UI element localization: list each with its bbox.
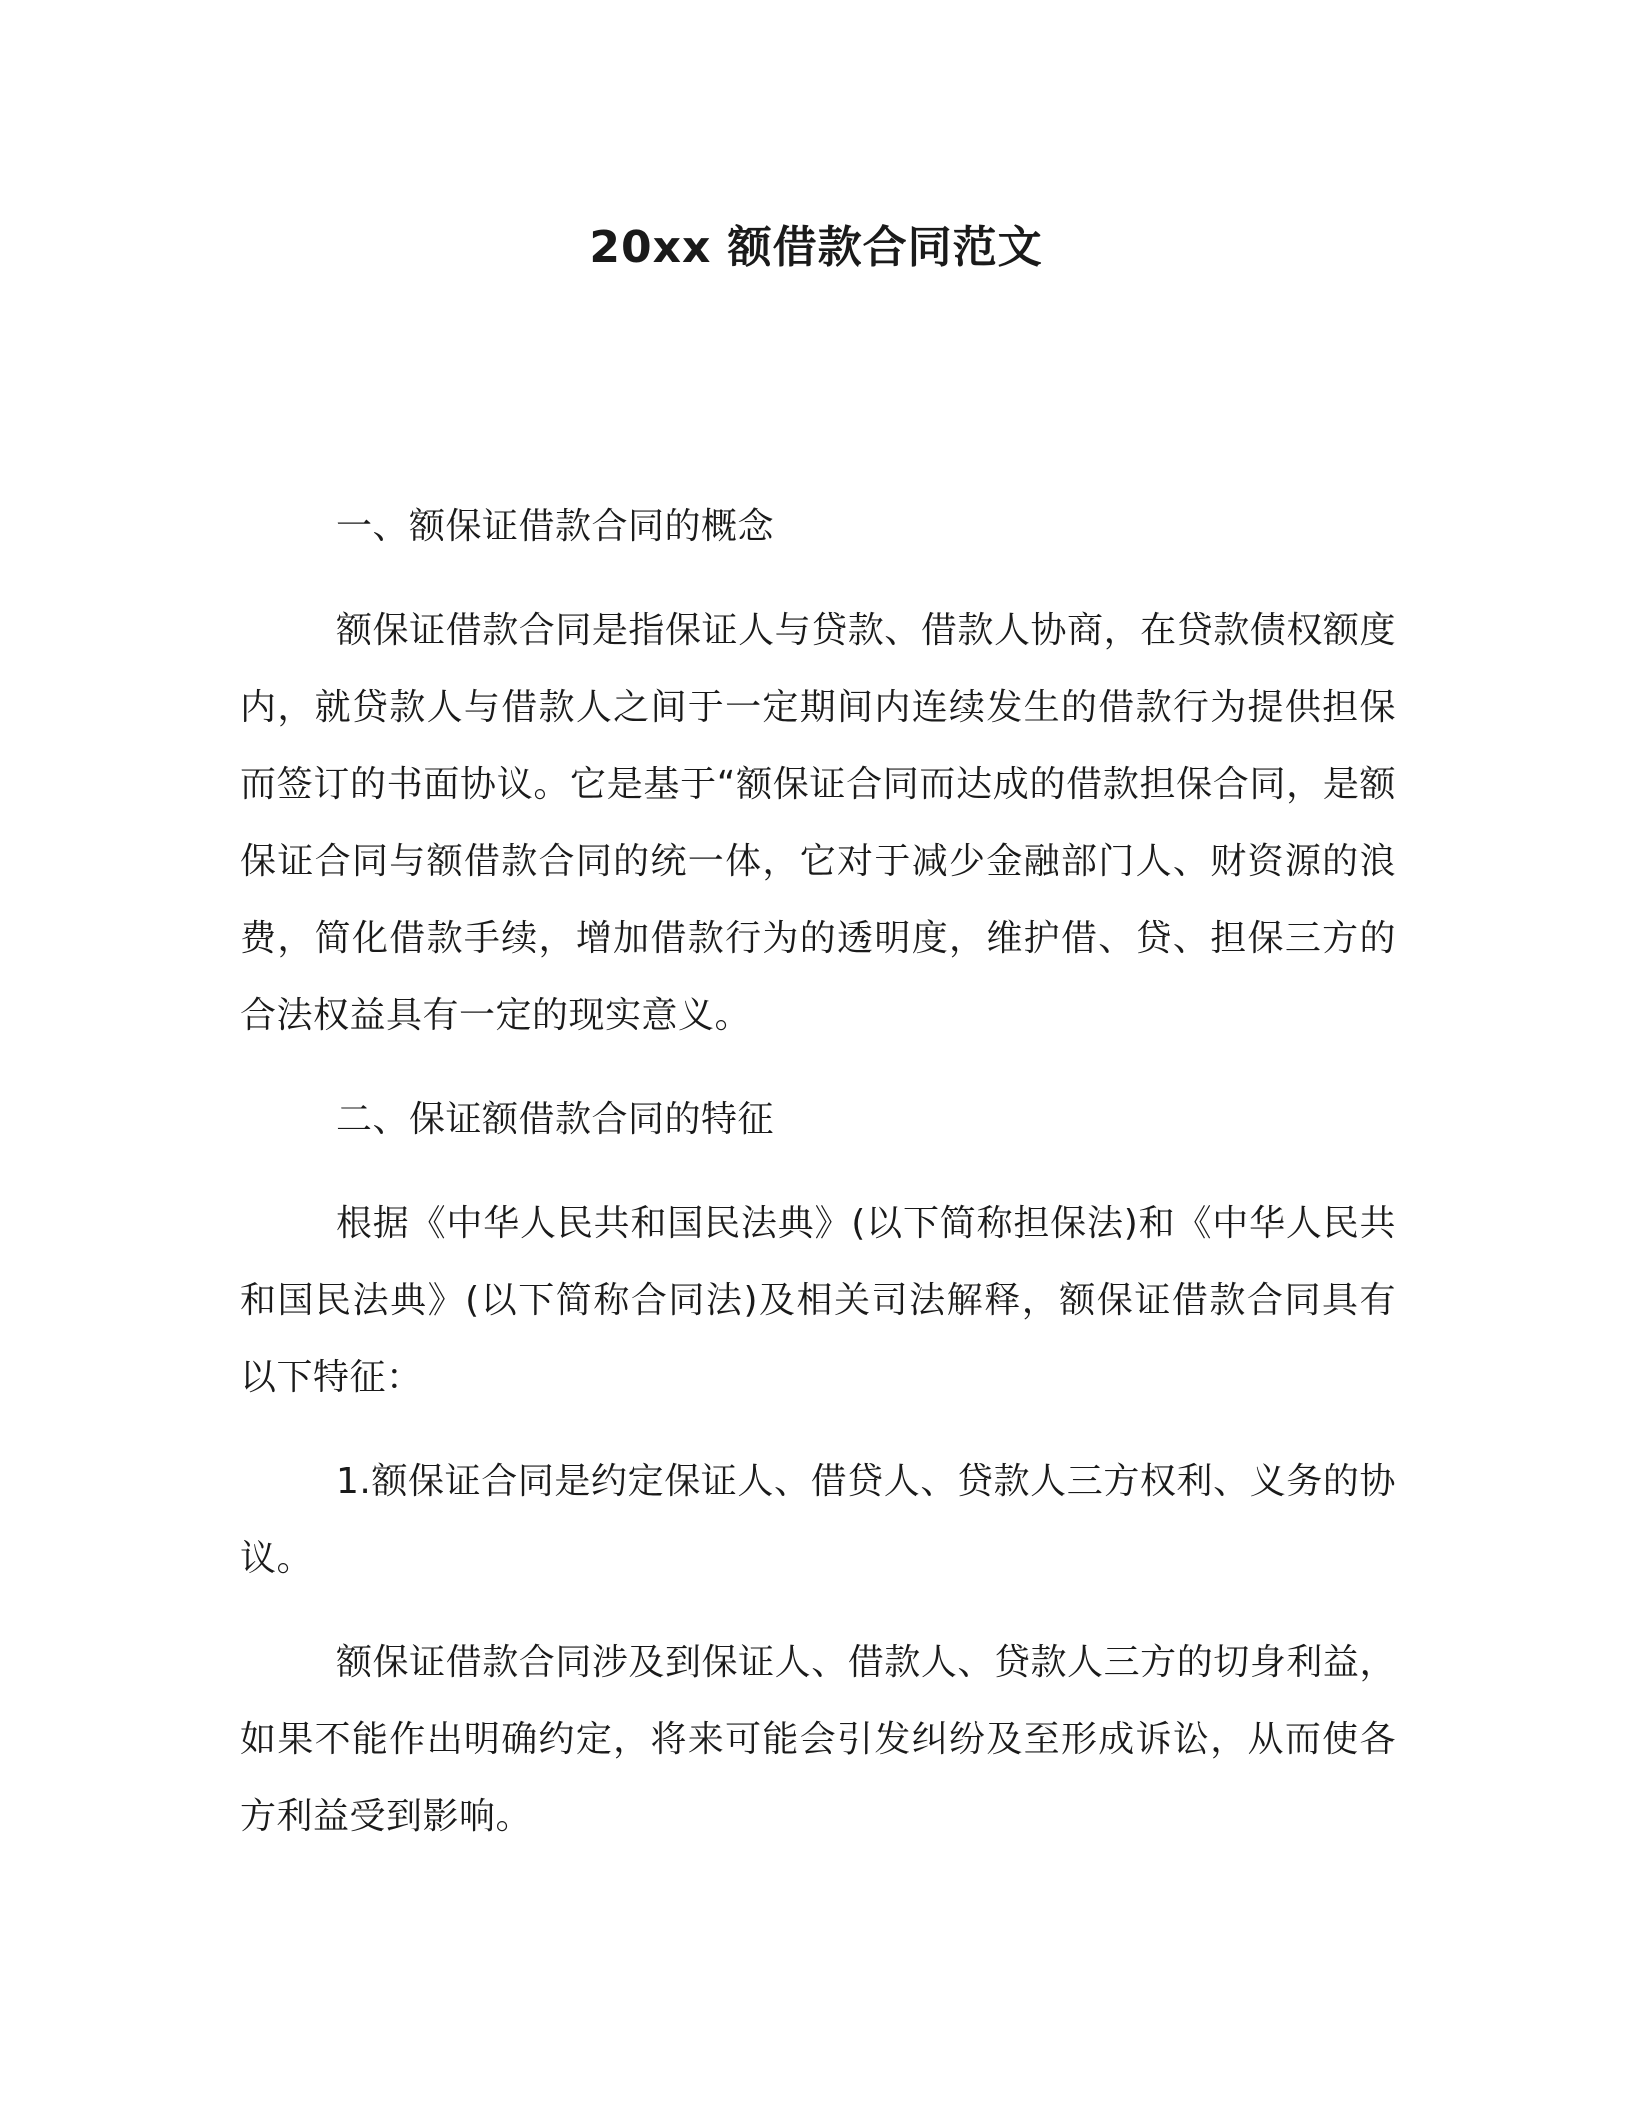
point-1-paragraph: 1.额保证合同是约定保证人、借贷人、贷款人三方权利、义务的协议。 <box>240 1461 1396 1579</box>
section-1-paragraph: 额保证借款合同是指保证人与贷款、借款人协商，在贷款债权额度内，就贷款人与借款人之间于一定期间内连续发生的借款行为提供担保而签订的书面协议。它是基于“额保证合同而达成的借款担保合同，是额保证合同与额借款合同的统一体，它对于减少金融部门人、财资源的浪费，简化借款手续，增加借款行为的透明度，维护借、贷、担保三方的合法权益具有一定的现实意义。 <box>240 610 1396 1036</box>
section-2-intro-paragraph: 根据《中华人民共和国民法典》(以下简称担保法)和《中华人民共和国民法典》(以下简称合同法)及相关司法解释，额保证借款合同具有以下特征： <box>240 1203 1396 1398</box>
point-1-body-paragraph: 额保证借款合同涉及到保证人、借款人、贷款人三方的切身利益，如果不能作出明确约定，将来可能会引发纠纷及至形成诉讼，从而使各方利益受到影响。 <box>240 1642 1396 1837</box>
document-body <box>240 488 1396 1882</box>
section-2-heading: 二、保证额借款合同的特征 <box>336 1099 775 1140</box>
section-1-heading: 一、额保证借款合同的概念 <box>336 506 775 547</box>
document-title: 20xx 额借款合同范文 <box>589 222 1043 273</box>
